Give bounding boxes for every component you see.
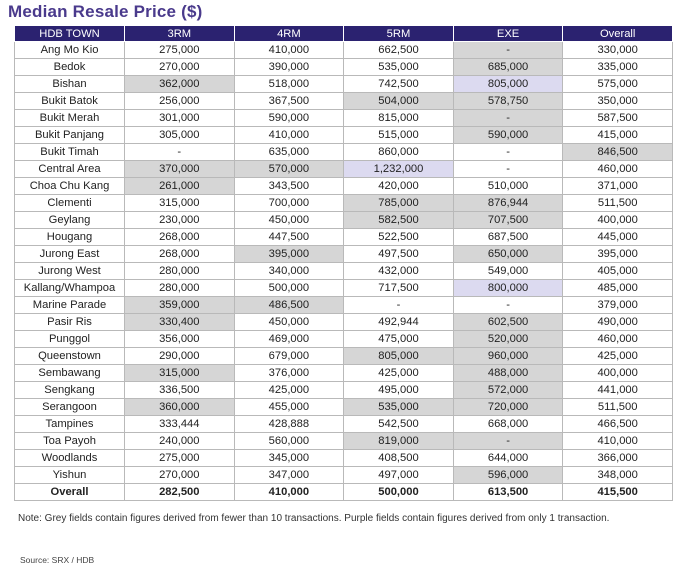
cell-5rm: 805,000: [344, 348, 454, 365]
cell-4rm: 345,000: [234, 450, 344, 467]
cell-exe: -: [453, 144, 563, 161]
cell-exe: -: [453, 297, 563, 314]
table-row: [15, 144, 673, 161]
cell-3rm: 280,000: [125, 263, 235, 280]
table-row: [15, 59, 673, 76]
footnote: Note: Grey fields contain figures derived from fewer than 10 transactions. Purple fields contain figures derived from only 1 transaction.: [18, 513, 610, 524]
table-row: [15, 229, 673, 246]
cell-3rm: -: [125, 144, 235, 161]
cell-4rm: 343,500: [234, 178, 344, 195]
cell-town: Central Area: [15, 161, 125, 178]
cell-overall: 410,000: [563, 433, 673, 450]
table-row: [15, 161, 673, 178]
cell-town: Woodlands: [15, 450, 125, 467]
cell-3rm: 356,000: [125, 331, 235, 348]
header-3rm: 3RM: [125, 26, 235, 42]
cell-4rm: 570,000: [234, 161, 344, 178]
overall-cell-town: Overall: [15, 484, 125, 501]
cell-overall: 348,000: [563, 467, 673, 484]
cell-4rm: 635,000: [234, 144, 344, 161]
cell-5rm: 535,000: [344, 59, 454, 76]
cell-town: Tampines: [15, 416, 125, 433]
cell-5rm: 785,000: [344, 195, 454, 212]
cell-3rm: 268,000: [125, 229, 235, 246]
cell-overall: 400,000: [563, 365, 673, 382]
cell-3rm: 305,000: [125, 127, 235, 144]
table-row: [15, 212, 673, 229]
cell-4rm: 455,000: [234, 399, 344, 416]
cell-3rm: 275,000: [125, 42, 235, 59]
table-row: [15, 382, 673, 399]
cell-overall: 330,000: [563, 42, 673, 59]
cell-5rm: 425,000: [344, 365, 454, 382]
cell-exe: -: [453, 42, 563, 59]
cell-3rm: 268,000: [125, 246, 235, 263]
cell-overall: 587,500: [563, 110, 673, 127]
cell-3rm: 240,000: [125, 433, 235, 450]
table-row: [15, 93, 673, 110]
table-row: [15, 297, 673, 314]
cell-5rm: 515,000: [344, 127, 454, 144]
cell-5rm: 742,500: [344, 76, 454, 93]
cell-overall: 485,000: [563, 280, 673, 297]
cell-exe: -: [453, 161, 563, 178]
cell-overall: 445,000: [563, 229, 673, 246]
cell-town: Bukit Panjang: [15, 127, 125, 144]
cell-3rm: 362,000: [125, 76, 235, 93]
table-row: [15, 42, 673, 59]
cell-town: Bukit Timah: [15, 144, 125, 161]
cell-overall: 350,000: [563, 93, 673, 110]
cell-5rm: 535,000: [344, 399, 454, 416]
cell-town: Ang Mo Kio: [15, 42, 125, 59]
cell-5rm: 542,500: [344, 416, 454, 433]
cell-5rm: 717,500: [344, 280, 454, 297]
cell-overall: 460,000: [563, 331, 673, 348]
cell-exe: 572,000: [453, 382, 563, 399]
cell-3rm: 230,000: [125, 212, 235, 229]
median-resale-price-table: [14, 25, 673, 501]
cell-overall: 395,000: [563, 246, 673, 263]
cell-town: Choa Chu Kang: [15, 178, 125, 195]
cell-4rm: 500,000: [234, 280, 344, 297]
header-hdb-town: HDB TOWN: [15, 26, 125, 42]
cell-5rm: 522,500: [344, 229, 454, 246]
table-row: [15, 416, 673, 433]
cell-overall: 415,000: [563, 127, 673, 144]
cell-overall: 846,500: [563, 144, 673, 161]
cell-3rm: 370,000: [125, 161, 235, 178]
cell-4rm: 410,000: [234, 42, 344, 59]
cell-town: Marine Parade: [15, 297, 125, 314]
cell-4rm: 410,000: [234, 127, 344, 144]
cell-3rm: 270,000: [125, 467, 235, 484]
cell-5rm: 495,000: [344, 382, 454, 399]
cell-exe: 520,000: [453, 331, 563, 348]
cell-exe: 720,000: [453, 399, 563, 416]
cell-town: Sembawang: [15, 365, 125, 382]
cell-4rm: 560,000: [234, 433, 344, 450]
cell-4rm: 376,000: [234, 365, 344, 382]
cell-overall: 511,500: [563, 195, 673, 212]
page-title: Median Resale Price ($): [8, 2, 203, 21]
table-row: [15, 399, 673, 416]
cell-5rm: 432,000: [344, 263, 454, 280]
cell-exe: -: [453, 433, 563, 450]
cell-exe: 488,000: [453, 365, 563, 382]
cell-exe: 590,000: [453, 127, 563, 144]
cell-overall: 575,000: [563, 76, 673, 93]
header-5rm: 5RM: [344, 26, 454, 42]
cell-4rm: 450,000: [234, 314, 344, 331]
cell-5rm: 492,944: [344, 314, 454, 331]
cell-5rm: 1,232,000: [344, 161, 454, 178]
cell-3rm: 315,000: [125, 365, 235, 382]
table-row: [15, 178, 673, 195]
cell-town: Queenstown: [15, 348, 125, 365]
cell-town: Bishan: [15, 76, 125, 93]
cell-3rm: 330,400: [125, 314, 235, 331]
table-body: [15, 42, 673, 501]
cell-4rm: 390,000: [234, 59, 344, 76]
table-row: [15, 280, 673, 297]
cell-3rm: 315,000: [125, 195, 235, 212]
table-row: [15, 433, 673, 450]
cell-town: Sengkang: [15, 382, 125, 399]
cell-4rm: 347,000: [234, 467, 344, 484]
cell-town: Kallang/Whampoa: [15, 280, 125, 297]
cell-3rm: 270,000: [125, 59, 235, 76]
table-row: [15, 246, 673, 263]
cell-overall: 379,000: [563, 297, 673, 314]
cell-town: Pasir Ris: [15, 314, 125, 331]
cell-exe: 805,000: [453, 76, 563, 93]
cell-4rm: 469,000: [234, 331, 344, 348]
cell-exe: 578,750: [453, 93, 563, 110]
cell-exe: 876,944: [453, 195, 563, 212]
cell-4rm: 700,000: [234, 195, 344, 212]
cell-exe: 685,000: [453, 59, 563, 76]
table-row: [15, 195, 673, 212]
cell-3rm: 359,000: [125, 297, 235, 314]
table-header-row: [15, 26, 673, 42]
cell-overall: 405,000: [563, 263, 673, 280]
cell-town: Toa Payoh: [15, 433, 125, 450]
cell-4rm: 367,500: [234, 93, 344, 110]
cell-overall: 366,000: [563, 450, 673, 467]
table-row: [15, 450, 673, 467]
cell-town: Bukit Batok: [15, 93, 125, 110]
cell-5rm: 819,000: [344, 433, 454, 450]
cell-3rm: 275,000: [125, 450, 235, 467]
cell-overall: 460,000: [563, 161, 673, 178]
cell-3rm: 360,000: [125, 399, 235, 416]
cell-3rm: 290,000: [125, 348, 235, 365]
cell-town: Punggol: [15, 331, 125, 348]
cell-4rm: 450,000: [234, 212, 344, 229]
cell-3rm: 261,000: [125, 178, 235, 195]
cell-overall: 490,000: [563, 314, 673, 331]
cell-4rm: 428,888: [234, 416, 344, 433]
overall-cell-3rm: 282,500: [125, 484, 235, 501]
cell-overall: 511,500: [563, 399, 673, 416]
cell-exe: 602,500: [453, 314, 563, 331]
cell-5rm: 582,500: [344, 212, 454, 229]
header-overall: Overall: [563, 26, 673, 42]
cell-5rm: 815,000: [344, 110, 454, 127]
cell-town: Serangoon: [15, 399, 125, 416]
table-row: [15, 76, 673, 93]
cell-5rm: 420,000: [344, 178, 454, 195]
cell-4rm: 486,500: [234, 297, 344, 314]
cell-exe: 687,500: [453, 229, 563, 246]
overall-row: [15, 484, 673, 501]
cell-5rm: 475,000: [344, 331, 454, 348]
cell-5rm: 497,500: [344, 246, 454, 263]
table-row: [15, 365, 673, 382]
header-exe: EXE: [453, 26, 563, 42]
cell-5rm: 497,000: [344, 467, 454, 484]
overall-cell-overall: 415,500: [563, 484, 673, 501]
cell-5rm: 860,000: [344, 144, 454, 161]
cell-exe: 596,000: [453, 467, 563, 484]
table-row: [15, 314, 673, 331]
table-row: [15, 331, 673, 348]
cell-3rm: 301,000: [125, 110, 235, 127]
cell-exe: 800,000: [453, 280, 563, 297]
cell-exe: 668,000: [453, 416, 563, 433]
cell-overall: 335,000: [563, 59, 673, 76]
table-row: [15, 127, 673, 144]
cell-4rm: 518,000: [234, 76, 344, 93]
cell-exe: 644,000: [453, 450, 563, 467]
cell-town: Bukit Merah: [15, 110, 125, 127]
cell-exe: -: [453, 110, 563, 127]
cell-overall: 425,000: [563, 348, 673, 365]
cell-5rm: -: [344, 297, 454, 314]
cell-exe: 960,000: [453, 348, 563, 365]
overall-cell-exe: 613,500: [453, 484, 563, 501]
cell-5rm: 662,500: [344, 42, 454, 59]
table-row: [15, 467, 673, 484]
cell-overall: 400,000: [563, 212, 673, 229]
cell-exe: 707,500: [453, 212, 563, 229]
cell-town: Jurong East: [15, 246, 125, 263]
table-row: [15, 263, 673, 280]
cell-town: Jurong West: [15, 263, 125, 280]
table-row: [15, 110, 673, 127]
cell-3rm: 336,500: [125, 382, 235, 399]
overall-cell-4rm: 410,000: [234, 484, 344, 501]
cell-3rm: 280,000: [125, 280, 235, 297]
cell-town: Geylang: [15, 212, 125, 229]
cell-exe: 549,000: [453, 263, 563, 280]
overall-cell-5rm: 500,000: [344, 484, 454, 501]
cell-3rm: 333,444: [125, 416, 235, 433]
cell-town: Yishun: [15, 467, 125, 484]
source-text: Source: SRX / HDB: [20, 555, 95, 565]
cell-5rm: 504,000: [344, 93, 454, 110]
cell-town: Hougang: [15, 229, 125, 246]
cell-town: Clementi: [15, 195, 125, 212]
cell-exe: 510,000: [453, 178, 563, 195]
cell-4rm: 425,000: [234, 382, 344, 399]
cell-4rm: 340,000: [234, 263, 344, 280]
cell-5rm: 408,500: [344, 450, 454, 467]
header-4rm: 4RM: [234, 26, 344, 42]
cell-4rm: 590,000: [234, 110, 344, 127]
cell-overall: 371,000: [563, 178, 673, 195]
cell-overall: 466,500: [563, 416, 673, 433]
cell-4rm: 679,000: [234, 348, 344, 365]
cell-town: Bedok: [15, 59, 125, 76]
cell-exe: 650,000: [453, 246, 563, 263]
cell-overall: 441,000: [563, 382, 673, 399]
table-row: [15, 348, 673, 365]
cell-3rm: 256,000: [125, 93, 235, 110]
cell-4rm: 447,500: [234, 229, 344, 246]
cell-4rm: 395,000: [234, 246, 344, 263]
